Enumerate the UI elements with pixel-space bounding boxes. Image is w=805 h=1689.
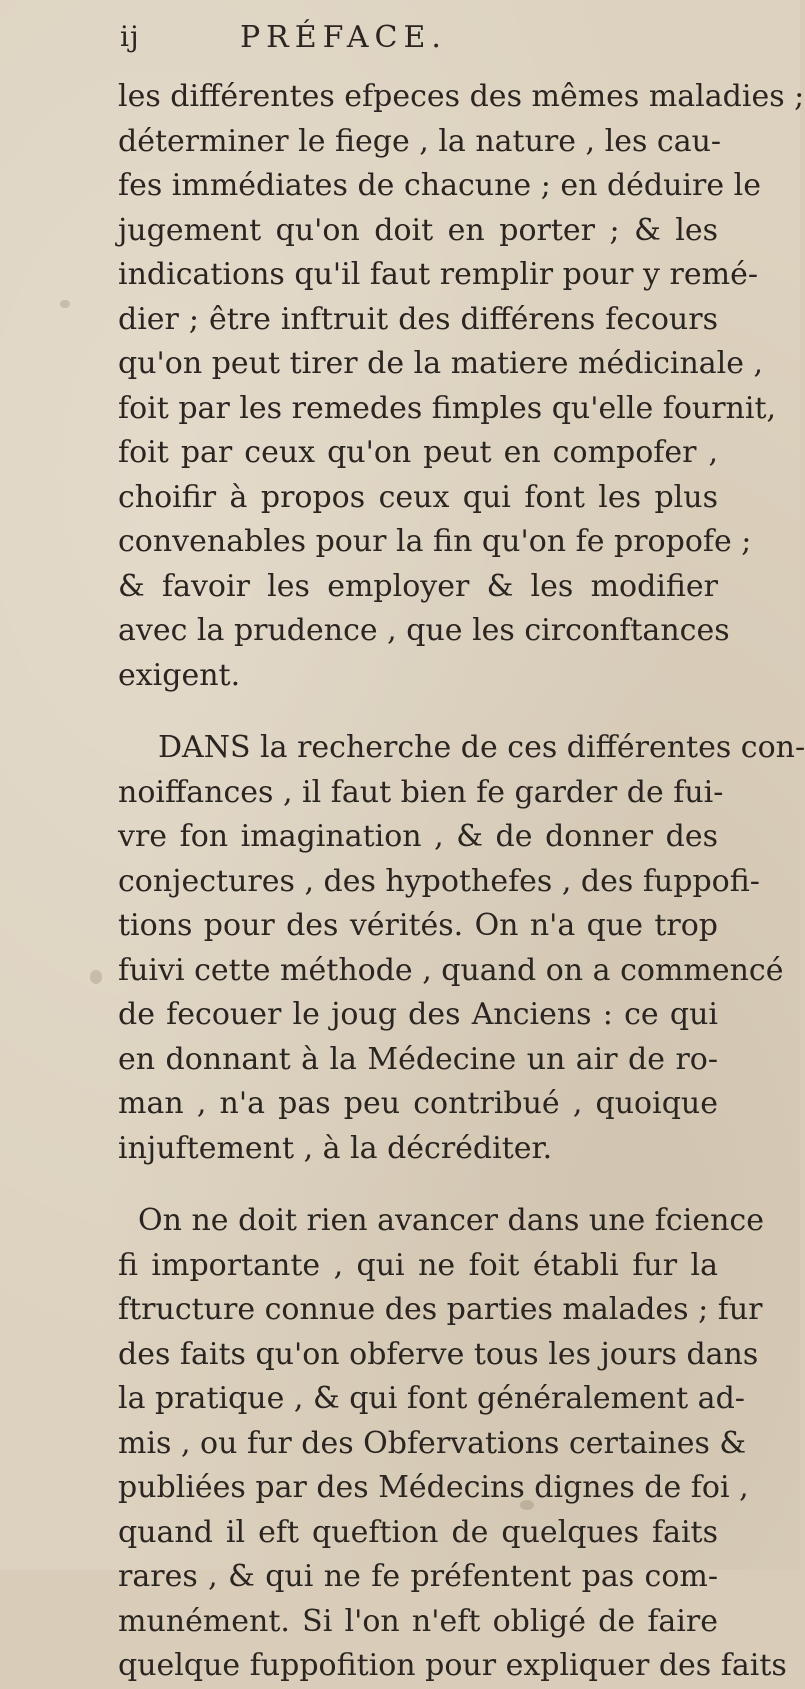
- text-line: publiées par des Médecins dignes de foi ,: [118, 1470, 749, 1505]
- text-line: vre fon imagination , & de donner des: [118, 819, 718, 854]
- text-line: On ne doit rien avancer dans une fcience: [138, 1203, 764, 1238]
- text-line: indications qu'il faut remplir pour y remé-: [118, 257, 758, 292]
- text-line: conjectures , des hypothefes , des fuppofi-: [118, 863, 760, 899]
- paragraph-1: [118, 75, 805, 698]
- paragraph-2: [118, 726, 805, 1171]
- text-line: fi importante , qui ne foit établi fur la: [118, 1247, 718, 1283]
- text-line: & favoir les employer & les modifier: [118, 568, 718, 604]
- text-line: mis , ou fur des Obfervations certaines &: [118, 1425, 747, 1461]
- text-line: jugement qu'on doit en porter ; & les: [118, 212, 718, 248]
- text-line: choifir à propos ceux qui font les plus: [118, 479, 718, 515]
- text-line: quelque fuppofition pour expliquer des faits: [118, 1648, 787, 1683]
- text-line: exigent.: [118, 657, 241, 693]
- text-line: dier ; être inftruit des différens fecours: [118, 301, 718, 337]
- text-line: noiffances , il faut bien fe garder de fui-: [118, 774, 724, 810]
- text-line: quand il eft queftion de quelques faits: [118, 1514, 718, 1550]
- text-line: fes immédiates de chacune ; en déduire le: [118, 168, 762, 203]
- text-line: DANS la recherche de ces différentes con-: [158, 730, 805, 765]
- text-line: de fecouer le joug des Anciens : ce qui: [118, 997, 718, 1032]
- paper-stain: [90, 970, 102, 984]
- page-number: ij: [120, 20, 140, 53]
- text-line: injuftement , à la décréditer.: [118, 1130, 553, 1166]
- text-line: man , n'a pas peu contribué , quoique: [118, 1086, 718, 1121]
- text-line: foit par les remedes fimples qu'elle fournit,: [118, 390, 777, 426]
- page-header: [120, 18, 680, 68]
- text-line: des faits qu'on obferve tous les jours dans: [118, 1336, 759, 1372]
- text-line: rares , & qui ne fe préfentent pas com-: [118, 1559, 718, 1594]
- text-line: fuivi cette méthode , quand on a commencé: [118, 952, 784, 988]
- text-line: avec la prudence , que les circonftances: [118, 613, 730, 648]
- text-line: déterminer le fiege , la nature , les cau-: [118, 123, 722, 159]
- text-line: tions pour des vérités. On n'a que trop: [118, 908, 718, 943]
- text-line: en donnant à la Médecine un air de ro-: [118, 1041, 718, 1077]
- text-line: convenables pour la fin qu'on fe propofe ;: [118, 524, 752, 559]
- paragraph-3: [118, 1199, 787, 1689]
- body-text: [118, 75, 805, 1689]
- text-line: la pratique , & qui font généralement ad-: [118, 1381, 745, 1416]
- running-title: PRÉFACE.: [240, 20, 447, 55]
- text-line: les différentes efpeces des mêmes maladies ;: [118, 79, 805, 114]
- text-line: qu'on peut tirer de la matiere médicinale ,: [118, 346, 764, 381]
- text-line: ftructure connue des parties malades ; fur: [118, 1292, 763, 1327]
- text-line: munément. Si l'on n'eft obligé de faire: [118, 1603, 718, 1639]
- text-line: foit par ceux qu'on peut en compofer ,: [118, 435, 718, 470]
- paper-stain: [60, 300, 70, 308]
